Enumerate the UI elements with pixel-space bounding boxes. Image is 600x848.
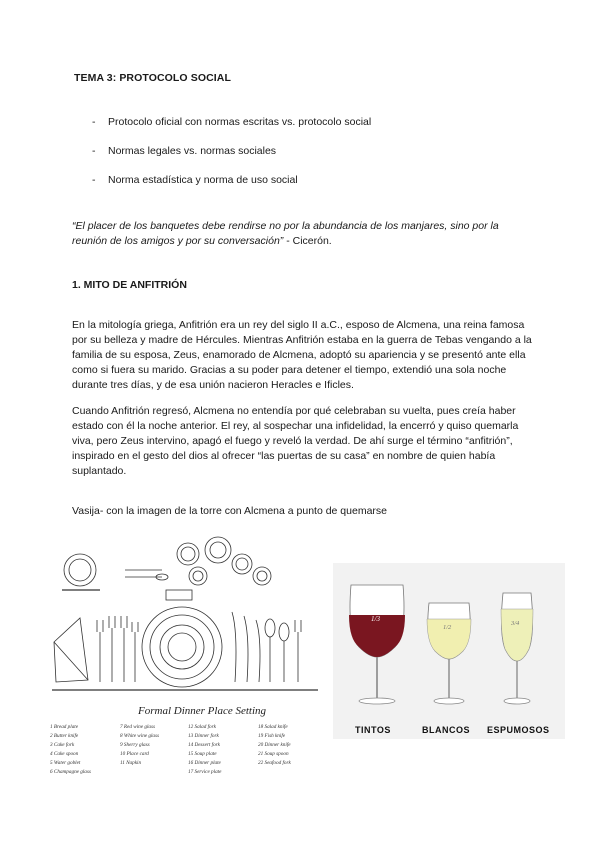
water-goblet-icon <box>177 543 199 565</box>
svg-text:3 Cake fork: 3 Cake fork <box>50 742 75 748</box>
place-setting-legend <box>50 723 292 775</box>
svg-text:1 Bread plate: 1 Bread plate <box>50 724 79 730</box>
svg-text:15 Soup plate: 15 Soup plate <box>188 751 217 757</box>
svg-text:19 Fish knife: 19 Fish knife <box>258 733 286 739</box>
place-setting-title: Formal Dinner Place Setting <box>138 705 267 717</box>
svg-text:16 Dinner plate: 16 Dinner plate <box>188 760 221 766</box>
red-wine-glass-icon <box>205 537 231 563</box>
label-espumosos: ESPUMOSOS <box>487 725 550 735</box>
page-title: TEMA 3: PROTOCOLO SOCIAL <box>74 72 231 84</box>
svg-text:5 Water goblet: 5 Water goblet <box>50 760 81 766</box>
service-plate-icon <box>142 607 222 687</box>
svg-text:22 Seafood fork: 22 Seafood fork <box>258 760 291 766</box>
svg-text:11 Napkin: 11 Napkin <box>120 760 142 766</box>
bullet-marker: - <box>92 174 96 186</box>
svg-text:13 Dinner fork: 13 Dinner fork <box>188 733 219 739</box>
list-item <box>92 145 371 174</box>
white-wine-glass-icon <box>232 554 252 574</box>
sparkling-fill-label: 3/4 <box>511 620 520 627</box>
napkin-icon <box>54 618 88 682</box>
cicero-quote <box>72 219 532 249</box>
list-item <box>92 116 371 145</box>
place-card-icon <box>166 590 192 600</box>
svg-text:20 Dinner knife: 20 Dinner knife <box>258 742 291 748</box>
list-item-text: Norma estadística y norma de uso social <box>108 174 298 186</box>
fork-group-icon <box>97 616 138 682</box>
svg-text:2 Butter knife: 2 Butter knife <box>50 733 79 739</box>
quote-author: - Cicerón. <box>283 235 332 247</box>
bullet-marker: - <box>92 116 96 128</box>
svg-text:4 Cake spoon: 4 Cake spoon <box>50 751 79 757</box>
label-blancos: BLANCOS <box>422 725 470 735</box>
champagne-glass-icon <box>189 567 207 585</box>
label-tintos: TINTOS <box>355 725 391 735</box>
svg-text:7 Red wine glass: 7 Red wine glass <box>120 724 156 730</box>
list-item-text: Normas legales vs. normas sociales <box>108 145 277 157</box>
section-heading: 1. MITO DE ANFITRIÓN <box>72 279 187 291</box>
red-fill-label: 1/3 <box>371 615 380 623</box>
white-fill-label: 1/2 <box>443 624 452 631</box>
soup-plate-icon <box>160 625 204 669</box>
svg-text:6 Champagne glass: 6 Champagne glass <box>50 769 91 775</box>
topic-list <box>92 116 371 203</box>
svg-text:12 Salad fork: 12 Salad fork <box>188 724 216 730</box>
image-caption: Vasija- con la imagen de la torre con Alcmena a punto de quemarse <box>72 505 387 517</box>
list-item <box>92 174 371 203</box>
svg-text:18 Salad knife: 18 Salad knife <box>258 724 288 730</box>
paragraph-return: Cuando Anfitrión regresó, Alcmena no entendía por qué celebraban su vuelta, pues creía haber estado con él la noche anterior. El rey, al sospechar una infidelidad, la encerró y quiso quemarla viva, pero Zeus intervino, apagó el fuego y reveló la verdad. De ahí surge el término “anfitrión”, inspirado en el gesto del dios al ofrecer “las puertas de su casa” en nombre de quien había suplantado. <box>72 405 519 477</box>
list-item-text: Protocolo oficial con normas escritas vs. protocolo social <box>108 116 372 128</box>
svg-text:21 Soup spoon: 21 Soup spoon <box>258 751 289 757</box>
svg-text:14 Dessert fork: 14 Dessert fork <box>188 742 220 748</box>
svg-text:17 Service plate: 17 Service plate <box>188 769 222 775</box>
bullet-marker: - <box>92 145 96 157</box>
sherry-glass-icon <box>253 567 271 585</box>
knife-group-icon <box>232 612 301 682</box>
quote-text: “El placer de los banquetes debe rendirse no por la abundancia de los manjares, sino por la reunión de los amigos y por su conversación” <box>72 220 499 247</box>
svg-text:9 Sherry glass: 9 Sherry glass <box>120 742 150 748</box>
wine-glasses-illustration <box>333 563 565 739</box>
paragraph-myth: En la mitología griega, Anfitrión era un rey del siglo II a.C., esposo de Alcmena, una reina famosa por su belleza y madre de Hércules. Mientras Anfitrión estaba en la guerra de Tebas vengando a la familia de su esposa, Zeus, enamorado de Alcmena, adoptó su apariencia y se presentó ante ella como si fuera su marido. Gracias a su poder para detener el tiempo, extendió una sola noche durante tres días, y de esa unión nacieron Heracles e Ificles. <box>72 319 532 391</box>
svg-text:10 Place card: 10 Place card <box>120 751 149 757</box>
svg-text:8 White wine glass: 8 White wine glass <box>120 733 160 739</box>
place-setting-illustration <box>40 532 330 782</box>
